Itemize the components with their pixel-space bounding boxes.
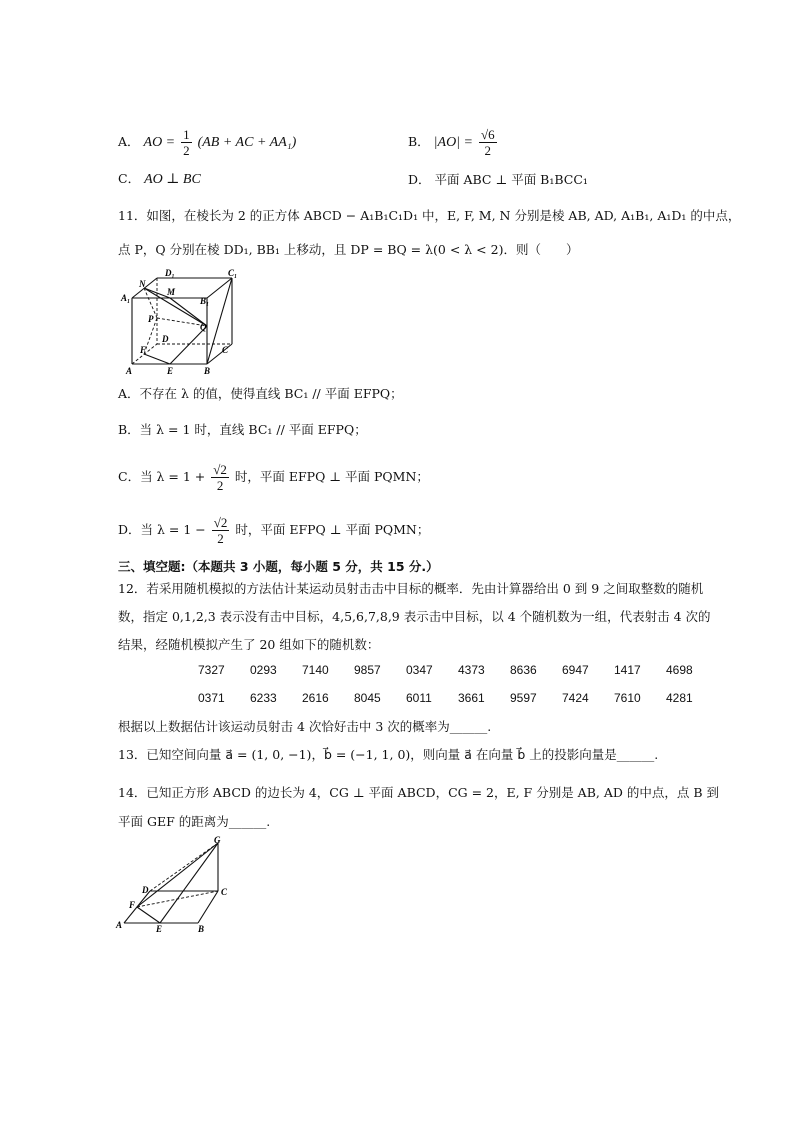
label-P: P — [148, 314, 154, 324]
q13-line1: 13．已知空间向量 a⃗ = (1, 0, −1)，b⃗ = (−1, 1, 0)，则向量 a⃗ 在向量 b⃗ 上的投影向量是______. — [118, 747, 659, 762]
q12-line4: 根据以上数据估计该运动员射击 4 次恰好击中 3 次的概率为______. — [118, 719, 492, 734]
q11-option-b: B．当 λ = 1 时，直线 BC₁ // 平面 EFPQ； — [118, 422, 367, 437]
q10-option-d — [408, 170, 588, 188]
label-C1: C₁ — [228, 268, 238, 278]
option-d-prefix: D．当 λ = 1 − — [118, 522, 206, 537]
label-E: E — [156, 924, 163, 934]
random-number: 8045 — [354, 691, 381, 705]
label-C: C — [221, 887, 228, 897]
random-number-row-2 — [198, 686, 718, 710]
fraction-numerator: √2 — [213, 515, 228, 530]
label-Q: Q — [200, 322, 207, 332]
q10-option-a — [118, 127, 296, 158]
section-title-fill-in: 三、填空题:（本题共 3 小题，每小题 5 分，共 15 分.） — [118, 559, 439, 574]
random-number: 6233 — [250, 691, 277, 705]
fraction-denominator: 2 — [216, 478, 224, 493]
label-D: D — [142, 885, 149, 895]
random-number: 7327 — [198, 663, 225, 677]
q11-stem-line1: 11．如图，在棱长为 2 的正方体 ABCD − A₁B₁C₁D₁ 中，E, F, M, N 分别是棱 AB, AD, A₁B₁, A₁D₁ 的中点， — [118, 208, 741, 223]
label-A: A — [116, 920, 123, 930]
cube-figure — [112, 266, 242, 378]
option-d-suffix: 时，平面 EFPQ ⊥ 平面 PQMN； — [235, 522, 430, 537]
fraction-denominator: 2 — [217, 531, 224, 546]
random-number: 6947 — [562, 663, 589, 677]
random-number: 7140 — [302, 663, 329, 677]
q12-line3: 结果，经随机模拟产生了 20 组如下的随机数： — [118, 637, 380, 652]
q12-line1: 12．若采用随机模拟的方法估计某运动员射击击中目标的概率．先由计算器给出 0 到 9 之间取整数的随机 — [118, 581, 704, 596]
option-c-text: AO ⊥ BC — [144, 172, 201, 187]
random-number: 9597 — [510, 691, 537, 705]
pyramid-figure — [112, 835, 232, 935]
random-number: 4698 — [666, 663, 693, 677]
q14-line1: 14．已知正方形 ABCD 的边长为 4，CG ⊥ 平面 ABCD，CG = 2，E, F 分别是 AB, AD 的中点，点 B 到 — [118, 785, 719, 800]
random-number-table — [198, 658, 718, 710]
fraction-sqrt6-over-2 — [479, 127, 497, 158]
random-number: 7610 — [614, 691, 641, 705]
option-d-text: 平面 ABC ⊥ 平面 B₁BCC₁ — [434, 172, 588, 187]
option-c-suffix: 时，平面 EFPQ ⊥ 平面 PQMN； — [234, 469, 429, 484]
q11-stem-line2: 点 P，Q 分别在棱 DD₁, BB₁ 上移动，且 DP = BQ = λ(0 < λ < 2)．则（ ） — [118, 242, 579, 257]
random-number: 6011 — [406, 691, 432, 705]
q11-option-c — [118, 462, 429, 493]
label-B: B — [204, 366, 211, 376]
q10-option-c — [118, 170, 201, 189]
option-label: B． — [408, 134, 430, 149]
label-G: G — [214, 835, 221, 845]
fraction-sqrt2-over-2 — [212, 515, 230, 546]
label-C: C — [222, 345, 229, 355]
label-N: N — [139, 279, 146, 289]
option-a-rhs: (AB + AC + AA₁) — [197, 135, 297, 150]
random-number: 1417 — [614, 663, 641, 677]
option-label: C． — [118, 171, 141, 186]
label-B1: B₁ — [200, 296, 210, 306]
label-B: B — [198, 924, 205, 934]
label-D1: D₁ — [165, 268, 175, 278]
option-label: D． — [408, 172, 431, 187]
random-number: 0347 — [406, 663, 433, 677]
label-F: F — [140, 345, 147, 355]
q14-line2: 平面 GEF 的距离为______. — [118, 814, 271, 829]
fraction-denominator: 2 — [484, 143, 492, 158]
random-number: 0293 — [250, 663, 277, 677]
random-number: 8636 — [510, 663, 537, 677]
label-E: E — [167, 366, 174, 376]
option-c-prefix: C．当 λ = 1 + — [118, 469, 206, 484]
fraction-numerator: √2 — [213, 462, 227, 477]
fraction-sqrt2-over-2 — [211, 462, 229, 493]
q10-option-b — [408, 127, 499, 158]
fraction-numerator: 1 — [183, 127, 190, 142]
label-A1: A₁ — [121, 293, 131, 303]
q11-option-d — [118, 515, 429, 546]
option-label: A． — [118, 134, 140, 149]
option-a-lhs: AO = — [143, 135, 176, 150]
option-b-lhs: |AO| = — [433, 135, 473, 150]
label-D: D — [162, 334, 169, 344]
fraction-numerator: √6 — [480, 127, 495, 142]
random-number-row-1 — [198, 658, 718, 682]
random-number: 4281 — [666, 691, 693, 705]
random-number: 2616 — [302, 691, 329, 705]
label-A: A — [126, 366, 133, 376]
label-F: F — [129, 900, 136, 910]
fraction-one-half — [181, 127, 192, 158]
q12-line2: 数，指定 0,1,2,3 表示没有击中目标，4,5,6,7,8,9 表示击中目标，以 4 个随机数为一组，代表射击 4 次的 — [118, 609, 711, 624]
random-number: 3661 — [458, 691, 485, 705]
random-number: 7424 — [562, 691, 589, 705]
random-number: 0371 — [198, 691, 225, 705]
fraction-denominator: 2 — [183, 143, 190, 158]
label-M: M — [167, 287, 176, 297]
random-number: 9857 — [354, 663, 381, 677]
q11-option-a: A．不存在 λ 的值，使得直线 BC₁ // 平面 EFPQ； — [118, 386, 403, 401]
random-number: 4373 — [458, 663, 485, 677]
